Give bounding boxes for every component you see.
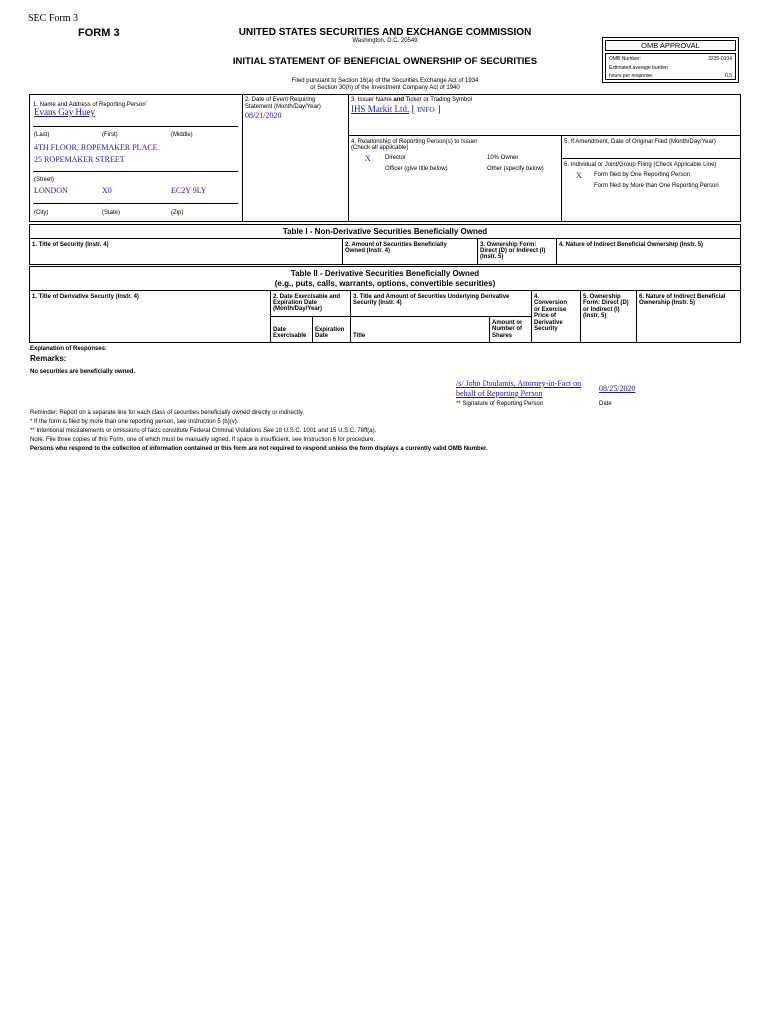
middle-label: (Middle): [171, 132, 193, 138]
table2-col4-line4: Price of: [534, 313, 557, 319]
director-checkmark: X: [365, 154, 371, 163]
note-copies: Note: File three copies of this Form, one of which must be manually signed. If space is insufficient, see Instruction 6 for procedure.: [30, 437, 376, 443]
box2-label-line2: Statement (Month/Day/Year): [245, 104, 321, 110]
table2-date-exercisable-line1: Date: [273, 327, 287, 333]
form-name: FORM 3: [78, 27, 120, 39]
signature-line1: /s/ John Doulamis, Attorney-in-Fact on: [456, 379, 582, 388]
table1-col4: 4. Nature of Indirect Beneficial Ownership (Instr. 5): [559, 242, 704, 248]
table2-subtitle: (e.g., puts, calls, warrants, options, convertible securities): [274, 279, 496, 288]
table2-expiration-line2: Date: [315, 333, 329, 339]
table2-amount-line1: Amount or: [492, 320, 523, 326]
one-reporting-checkmark: X: [576, 171, 582, 180]
box5-label: 5. If Amendment, Date of Original Filed (Month/Day/Year): [564, 139, 716, 145]
more-reporting-label: Form filed by More than One Reporting Person: [594, 183, 719, 189]
date-label: Date: [599, 401, 612, 407]
box4-label-line1: 4. Relationship of Reporting Person(s) to Issuer: [351, 139, 478, 145]
table2-col5-line2: Form: Direct (D): [583, 300, 629, 306]
table2-col4-line2: Conversion: [534, 300, 568, 306]
table2-col3-line1: 3. Title and Amount of Securities Underlying Derivative: [353, 294, 510, 300]
omb-burden-label: Estimated average burden: [609, 65, 668, 71]
remarks-text: No securities are beneficially owned.: [30, 369, 136, 375]
table1-col2-line2: Owned (Instr. 4): [345, 248, 391, 254]
form-title: INITIAL STATEMENT OF BENEFICIAL OWNERSHIP OF SECURITIES: [232, 56, 538, 67]
agency-city: Washington, D.C. 20549: [352, 38, 418, 44]
reporting-person-name[interactable]: Evans Gay Huey: [34, 107, 95, 117]
address-line1: 4TH FLOOR, ROPEMAKER PLACE: [34, 143, 158, 152]
table2-col1: 1. Title of Derivative Security (Instr. 4): [32, 294, 139, 300]
signature-date: 08/25/2020: [599, 384, 636, 393]
other-label: Other (specify below): [487, 166, 544, 172]
state-label: (State): [102, 210, 121, 216]
table2-amount-line3: Shares: [492, 333, 513, 339]
table2-col6-line2: Ownership (Instr. 5): [639, 300, 696, 306]
ten-percent-owner-label: 10% Owner: [487, 155, 519, 161]
omb-details: [605, 53, 736, 80]
reminder-note: Reminder: Report on a separate line for each class of securities beneficially owned directly or indirectly.: [30, 410, 305, 416]
issuer-row: IHS Markit Ltd. [ INFO ]: [351, 104, 441, 114]
table2-amount-line2: Number of: [492, 326, 522, 332]
omb-title: OMB APPROVAL: [605, 40, 736, 51]
omb-hours-value: 0.5: [725, 73, 732, 79]
director-label: Director: [385, 155, 407, 161]
table2-col2-line1: 2. Date Exercisable and: [273, 294, 341, 300]
table2-col4-line1: 4.: [534, 294, 540, 300]
table2-col2-line2: Expiration Date: [273, 300, 318, 306]
table2-col4-line3: or Exercise: [534, 307, 567, 313]
state-value: X0: [102, 186, 112, 195]
table1-col3-line1: 3. Ownership Form:: [480, 242, 537, 248]
first-label: (First): [102, 132, 118, 138]
table2-col5-line4: (Instr. 5): [583, 313, 607, 319]
table1-col2-line1: 2. Amount of Securities Beneficially: [345, 242, 447, 248]
table1-col1: 1. Title of Security (Instr. 4): [32, 242, 109, 248]
table2-expiration-line1: Expiration: [315, 327, 345, 333]
table2-date-exercisable-line2: Exercisable: [273, 333, 307, 339]
note-omb-valid: Persons who respond to the collection of information contained in this form are not required to respond unless the form displays a currently valid OMB Number.: [30, 446, 488, 452]
table2-col5-line1: 5. Ownership: [583, 294, 621, 300]
filed-pursuant-line1: Filed pursuant to Section 16(a) of the Securities Exchange Act of 1934: [291, 78, 479, 84]
omb-number-label: OMB Number:: [609, 56, 641, 62]
zip-label: (Zip): [171, 210, 184, 216]
remarks-heading: Remarks:: [30, 354, 67, 363]
explanation-heading: Explanation of Responses:: [30, 346, 108, 352]
zip-value: EC2Y 9LY: [171, 186, 207, 195]
agency-title: UNITED STATES SECURITIES AND EXCHANGE COMMISSION: [238, 27, 532, 38]
last-label: (Last): [34, 132, 50, 138]
box4-label-line2: (Check all applicable): [351, 145, 409, 151]
table2-col4-line5: Derivative: [534, 320, 563, 326]
omb-hours-label: hours per response:: [609, 73, 654, 79]
table2-col5-line3: or Indirect (I): [583, 307, 620, 313]
city-label: (City): [34, 210, 49, 216]
omb-approval-box: [602, 37, 739, 83]
ticker-symbol: INFO: [417, 105, 435, 114]
note-multiple-persons: * If the form is filed by more than one reporting person, see Instruction 5 (b)(v).: [30, 419, 239, 425]
doc-label: SEC Form 3: [28, 13, 79, 24]
box1-label: 1. Name and Address of Reporting Person*: [33, 99, 148, 108]
city-value: LONDON: [34, 186, 68, 195]
table1-title: Table I - Non-Derivative Securities Beneficially Owned: [282, 227, 488, 236]
table2-col4-line6: Security: [534, 326, 558, 332]
table2-col6-line1: 6. Nature of Indirect Beneficial: [639, 294, 726, 300]
one-reporting-label: Form filed by One Reporting Person: [594, 172, 691, 178]
address-line2: 25 ROPEMAKER STREET: [34, 155, 125, 164]
street-label: (Street): [34, 177, 55, 183]
box2-label-line1: 2. Date of Event Requiring: [245, 97, 316, 103]
table2-col3-line2: Security (Instr. 4): [353, 300, 402, 306]
table2-title-subcol: Title: [353, 333, 366, 339]
signature-line2: behalf of Reporting Person: [456, 389, 543, 398]
box6-label: 6. Individual or Joint/Group Filing (Check Applicable Line): [564, 162, 717, 168]
box3-label: 3. Issuer Name and Ticker or Trading Symbol: [351, 97, 473, 103]
officer-label: Officer (give title below): [385, 166, 448, 172]
event-date: 08/21/2020: [245, 111, 282, 120]
table1-col3-line3: (Instr. 5): [480, 254, 504, 260]
table2-col2-line3: (Month/Day/Year): [273, 306, 323, 312]
table2-title: Table II - Derivative Securities Beneficially Owned: [290, 269, 480, 278]
omb-number-value: 3235-0104: [708, 56, 732, 62]
issuer-name-link[interactable]: IHS Markit Ltd.: [351, 104, 410, 114]
filed-pursuant-line2: or Section 30(h) of the Investment Company Act of 1940: [310, 85, 460, 91]
note-misstatements: ** Intentional misstatements or omissions of facts constitute Federal Criminal Violations See 18 U.S.C. 1001 and 15 U.S.C. 78ff(a).: [30, 428, 377, 434]
table1-col3-line2: Direct (D) or Indirect (I): [480, 248, 546, 254]
signature-label: ** Signature of Reporting Person: [456, 401, 544, 407]
